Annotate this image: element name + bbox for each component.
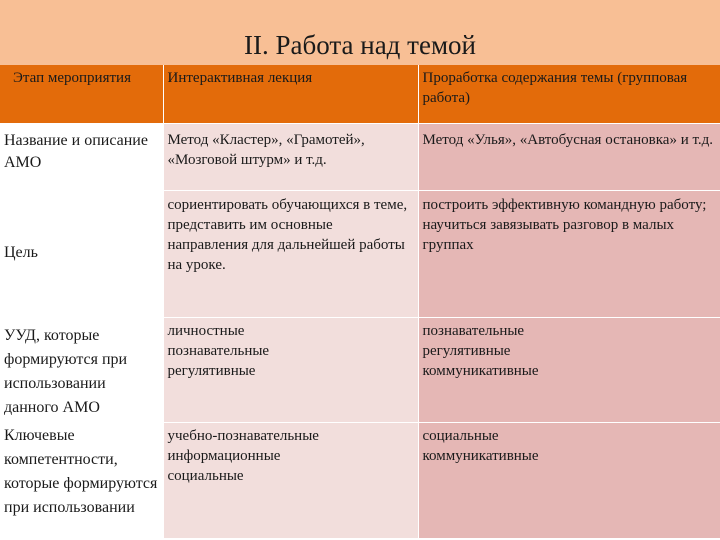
cell-text: личностные познавательные регулятивные bbox=[167, 323, 270, 379]
header-lecture: Интерактивная лекция bbox=[163, 65, 418, 124]
cell-lecture bbox=[163, 423, 418, 539]
header-stage: Этап мероприятия bbox=[0, 65, 163, 124]
cell-group-work: Метод «Улья», «Автобусная остановка» и т.д. bbox=[418, 124, 720, 191]
table-header-row bbox=[0, 65, 720, 124]
cell-lecture: сориентировать обучающихся в теме, представить им основные направления для дальнейшей работы на уроке. bbox=[163, 191, 418, 318]
cell-text: социальные коммуникативные bbox=[422, 428, 539, 464]
comparison-table bbox=[0, 65, 720, 539]
cell-lecture bbox=[163, 318, 418, 423]
slide-title: II. Работа над темой bbox=[244, 30, 476, 60]
cell-text: познавательные регулятивные коммуникативные bbox=[422, 323, 539, 379]
row-label: Цель bbox=[0, 191, 163, 318]
table-row bbox=[0, 191, 720, 318]
table-row bbox=[0, 124, 720, 191]
cell-group-work: построить эффективную командную работу; научиться завязывать разговор в малых группах bbox=[418, 191, 720, 318]
row-label: Ключевые компетентности, которые формируются при использовании bbox=[0, 423, 163, 539]
row-label: Название и описание АМО bbox=[0, 124, 163, 191]
cell-lecture: Метод «Кластер», «Грамотей», «Мозговой штурм» и т.д. bbox=[163, 124, 418, 191]
header-group-work: Проработка содержания темы (групповая работа) bbox=[418, 65, 720, 124]
table-row bbox=[0, 423, 720, 539]
cell-group-work bbox=[418, 423, 720, 539]
table-row bbox=[0, 318, 720, 423]
row-label: УУД, которые формируются при использовании данного АМО bbox=[0, 318, 163, 423]
cell-group-work bbox=[418, 318, 720, 423]
cell-text: учебно-познавательные информационные социальные bbox=[167, 428, 319, 484]
